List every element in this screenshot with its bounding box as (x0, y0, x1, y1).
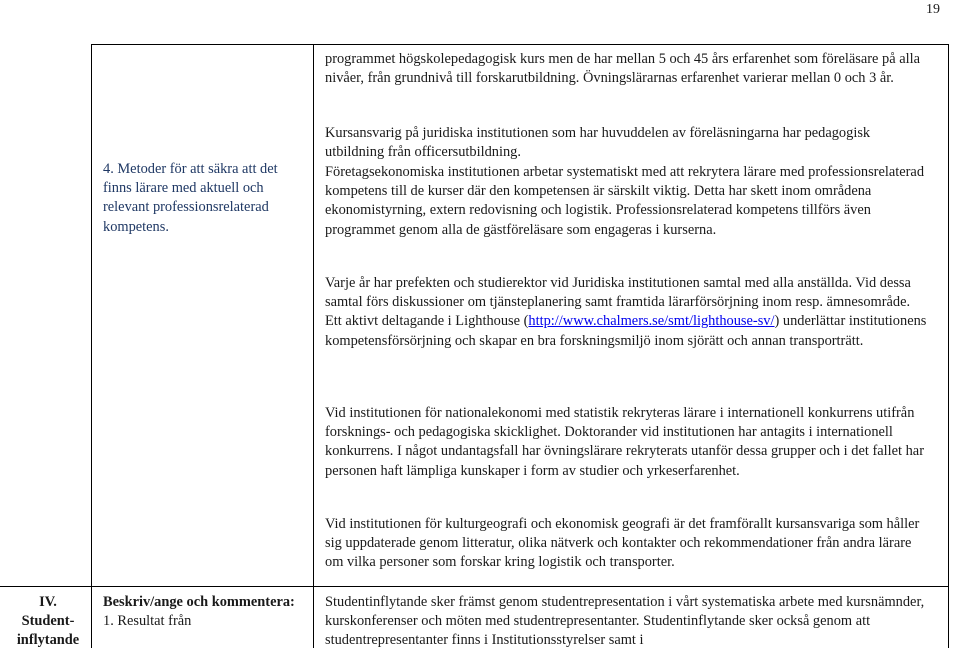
table-top-border (91, 44, 948, 45)
row-divider (0, 586, 948, 587)
page-number: 19 (926, 2, 940, 17)
criterion-4-label: 4. Metoder för att säkra att det finns lärare med aktuell och relevant professionsrelaterad kompetens. (103, 161, 278, 235)
paragraph-economics-recruitment: Vid institutionen för nationalekonomi med statistik rekryteras lärare i internationell konkurrens utifrån forsknings- och pedagogiska skicklighet. Doktorander vid institutionen har antagits i internationell konkurrens. I något undantagsfall har övningslärare rekryterats utanför dessa grupper och i det fallet har personen haft lämpliga kunskaper i form av studier och yrkeserfarenhet. (325, 405, 924, 479)
describe-heading: Beskriv/ange och kommentera: (103, 594, 295, 610)
law-text-before-link: Varje år har prefekten och studierektor vid Juridiska institutionen samtal med alla anställda. Vid dessa samtal förs diskussioner om tjänsteplanering samt framtida lärarförsörjning inom resp. ämnesområde. Ett aktivt deltagande i Lighthouse ( (325, 275, 911, 330)
paragraph-student-influence: Studentinflytande sker främst genom studentrepresentation i vårt systematiska arbete med kursnämnder, kurskonferenser och möten med studentrepresentanter. Studentinflytande sker också genom att studentrepresentanter finns i Institutionsstyrelser samt i (325, 594, 925, 649)
lighthouse-link[interactable]: http://www.chalmers.se/smt/lighthouse-sv/ (528, 313, 775, 330)
describe-block (103, 593, 303, 631)
paragraph-geography-recruitment: Vid institutionen för kulturgeografi och ekonomisk geografi är det framförallt kursansvariga som håller sig uppdaterade genom litteratur, olika nätverk och kontakter och rekommendationer från andra lärare om vilka personer som forskar kring logistik och transporter. (325, 516, 920, 571)
paragraph-law-staff-talks (325, 274, 930, 351)
section-iv-label (10, 593, 86, 651)
paragraph-law-course-leader: Kursansvarig på juridiska institutionen som har huvuddelen av föreläsningarna har pedagogisk utbildning från officersutbildning. (325, 125, 871, 161)
table-right-border (948, 44, 949, 648)
column-divider-2 (313, 44, 314, 648)
column-divider-1 (91, 44, 92, 648)
paragraph-business-recruitment: Företagsekonomiska institutionen arbetar systematiskt med att rekrytera lärare med professionsrelaterad kompetens till de kurser där den kompetensen är särskilt viktig. Detta har skett inom områdena ekonomistyrning, extern redovisning och logistik. Professionsrelaterad kompetens tillförs även programmet genom alla de gästföreläsare som engageras i kurserna. (325, 164, 925, 238)
law-text-after-link: ) underlättar institutionens kompetensförsörjning och skapar en bra forskningsmiljö inom sjörätt och annan transporträtt. (325, 313, 927, 349)
paragraph-teacher-experience: programmet högskolepedagogisk kurs men de har mellan 5 och 45 års erfarenhet som föreläsare på alla nivåer, från grundnivå till forskarutbildning. Övningslärarnas erfarenhet varierar mellan 0 och 3 år. (325, 51, 920, 87)
describe-item-1: 1. Resultat från (103, 613, 192, 630)
section-title: Student-inflytande (16, 613, 80, 649)
section-number: IV. (39, 594, 57, 610)
